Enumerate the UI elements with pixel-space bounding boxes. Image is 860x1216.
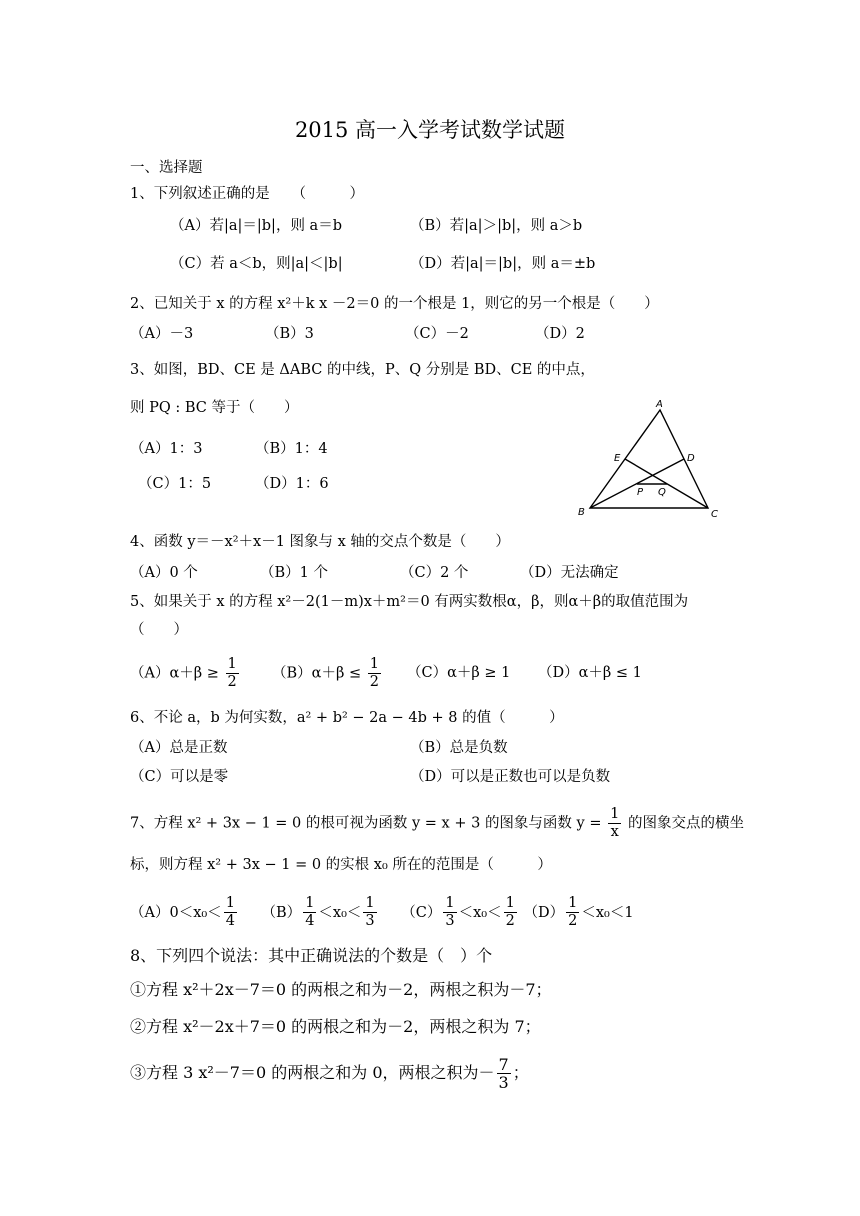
question-3-stem: 3、如图，BD、CE 是 ΔABC 的中线，P、Q 分别是 BD、CE 的中点， [130, 362, 595, 378]
triangle-figure [572, 398, 732, 520]
question-7-option-a [130, 895, 239, 929]
fraction-half [566, 895, 579, 930]
question-5-option-b [272, 656, 383, 691]
label-q: Q [658, 487, 666, 498]
question-2-option-d: （D）2 [535, 326, 585, 342]
label-e: E [614, 453, 621, 464]
question-6-option-c: （C）可以是零 [130, 769, 229, 785]
fraction-quarter [303, 895, 316, 930]
question-4-option-c: （C）2 个 [400, 565, 469, 581]
question-1-option-c: （C）若 a＜b，则|a|＜|b| [170, 256, 343, 272]
question-8-statement-3 [130, 1056, 529, 1091]
option-d-text: ＜x₀＜1 [581, 904, 634, 921]
fraction-denominator: 3 [498, 1073, 509, 1092]
question-7-option-b [261, 895, 379, 929]
option-c-text: ＜x₀＜ [458, 904, 502, 921]
question-5-stem-2: （ ） [130, 622, 188, 638]
question-3-option-c: （C）1：5 [138, 476, 212, 492]
fraction-third [363, 895, 376, 930]
question-3-option-d: （D）1：6 [255, 476, 329, 492]
question-6-stem: 6、不论 a，b 为何实数，a² + b² − 2a − 4b + 8 的值（ ） [130, 710, 564, 726]
fraction-numerator: 1 [365, 895, 375, 911]
question-5-option-a-text: （A）α＋β ≥ [130, 665, 219, 682]
page-title: 2015 高一入学考试数学试题 [294, 118, 566, 142]
question-4-option-b: （B）1 个 [260, 565, 328, 581]
fraction-numerator: 1 [305, 895, 315, 911]
option-c-label: （C） [401, 904, 442, 921]
statement-3-end: ； [512, 1063, 529, 1082]
question-8-statement-2: ②方程 x²－2x＋7＝0 的两根之和为－2，两根之积为 7； [130, 1017, 541, 1036]
fraction-numerator: 1 [610, 806, 620, 822]
fraction-numerator: 1 [505, 895, 515, 911]
question-3-option-a: （A）1：3 [130, 441, 203, 457]
section-heading: 一、选择题 [130, 160, 203, 176]
question-7-stem-part-2: 的图象交点的横坐 [627, 815, 744, 832]
fraction-numerator: 1 [369, 656, 379, 672]
question-2-option-b: （B）3 [265, 326, 314, 342]
fraction-seven-thirds [497, 1056, 511, 1091]
question-5-option-c: （C）α＋β ≥ 1 [407, 665, 511, 681]
question-6-option-b: （B）总是负数 [410, 740, 508, 756]
fraction-numerator: 1 [568, 895, 578, 911]
question-7-stem-2: 标，则方程 x² + 3x − 1 = 0 的实根 x₀ 所在的范围是（ ） [130, 857, 552, 873]
question-1-option-a: （A）若|a|＝|b|，则 a＝b [170, 218, 342, 234]
fraction-denominator: 2 [227, 674, 237, 690]
fraction-numerator: 1 [227, 656, 237, 672]
question-2-stem: 2、已知关于 x 的方程 x²＋k x －2＝0 的一个根是 1，则它的另一个根是（ ） [130, 296, 659, 312]
fraction-denominator: 2 [568, 913, 578, 929]
fraction-denominator: 2 [505, 913, 515, 929]
label-b: B [578, 507, 585, 518]
fraction-numerator: 1 [445, 895, 455, 911]
label-a: A [656, 399, 663, 410]
question-5-option-a [130, 656, 241, 691]
fraction-denominator: 2 [369, 674, 379, 690]
option-b-text: ＜x₀＜ [318, 904, 362, 921]
question-1-option-b: （B）若|a|＞|b|，则 a＞b [410, 218, 583, 234]
fraction-denominator: x [610, 824, 619, 840]
question-5-option-b-text: （B）α＋β ≤ [272, 665, 362, 682]
label-c: C [711, 509, 718, 520]
question-4-stem: 4、函数 y＝－x²＋x－1 图象与 x 轴的交点个数是（ ） [130, 534, 510, 550]
question-7-option-d [523, 895, 634, 929]
fraction-one-half [368, 656, 381, 691]
question-3-option-b: （B）1：4 [255, 441, 328, 457]
label-d: D [687, 453, 695, 464]
question-7-option-c [401, 895, 519, 929]
question-4-option-a: （A）0 个 [130, 565, 198, 581]
fraction-third [443, 895, 456, 930]
option-a-text: （A）0＜x₀＜ [130, 904, 222, 921]
question-7-stem-part-1: 7、方程 x² + 3x − 1 = 0 的根可视为函数 y = x + 3 的图象与函数 y = [130, 815, 602, 832]
fraction-denominator: 4 [305, 913, 315, 929]
option-b-label: （B） [261, 904, 302, 921]
question-1-stem: 1、下列叙述正确的是 （ ） [130, 186, 364, 202]
question-7-stem [130, 806, 744, 841]
question-4-option-d: （D）无法确定 [520, 565, 619, 581]
fraction-numerator: 7 [498, 1055, 509, 1074]
question-7-options [130, 895, 634, 930]
question-3-stem-2: 则 PQ : BC 等于（ ） [130, 400, 299, 416]
label-p: P [637, 487, 644, 498]
question-6-option-a: （A）总是正数 [130, 740, 228, 756]
question-8-statement-1: ①方程 x²＋2x－7＝0 的两根之和为－2，两根之积为－7； [130, 980, 552, 999]
question-5-stem: 5、如果关于 x 的方程 x²－2(1－m)x＋m²＝0 有两实数根α，β，则α＋β的取值范围为 [130, 594, 689, 610]
fraction-half [504, 895, 517, 930]
question-6-option-d: （D）可以是正数也可以是负数 [410, 769, 611, 785]
fraction-one-half [226, 656, 239, 691]
question-1-option-d: （D）若|a|＝|b|，则 a＝±b [410, 256, 596, 272]
fraction-one-over-x [608, 806, 621, 841]
question-8-stem: 8、下列四个说法：其中正确说法的个数是（ ）个 [130, 946, 493, 965]
option-d-label: （D） [523, 904, 565, 921]
question-5-option-d: （D）α＋β ≤ 1 [538, 665, 642, 681]
question-2-option-a: （A）－3 [130, 326, 194, 342]
fraction-quarter [224, 895, 237, 930]
fraction-numerator: 1 [225, 895, 235, 911]
question-2-option-c: （C）－2 [405, 326, 469, 342]
fraction-denominator: 3 [445, 913, 455, 929]
statement-3-text: ③方程 3 x²－7＝0 的两根之和为 0，两根之积为－ [130, 1063, 495, 1082]
fraction-denominator: 3 [365, 913, 375, 929]
fraction-denominator: 4 [225, 913, 235, 929]
